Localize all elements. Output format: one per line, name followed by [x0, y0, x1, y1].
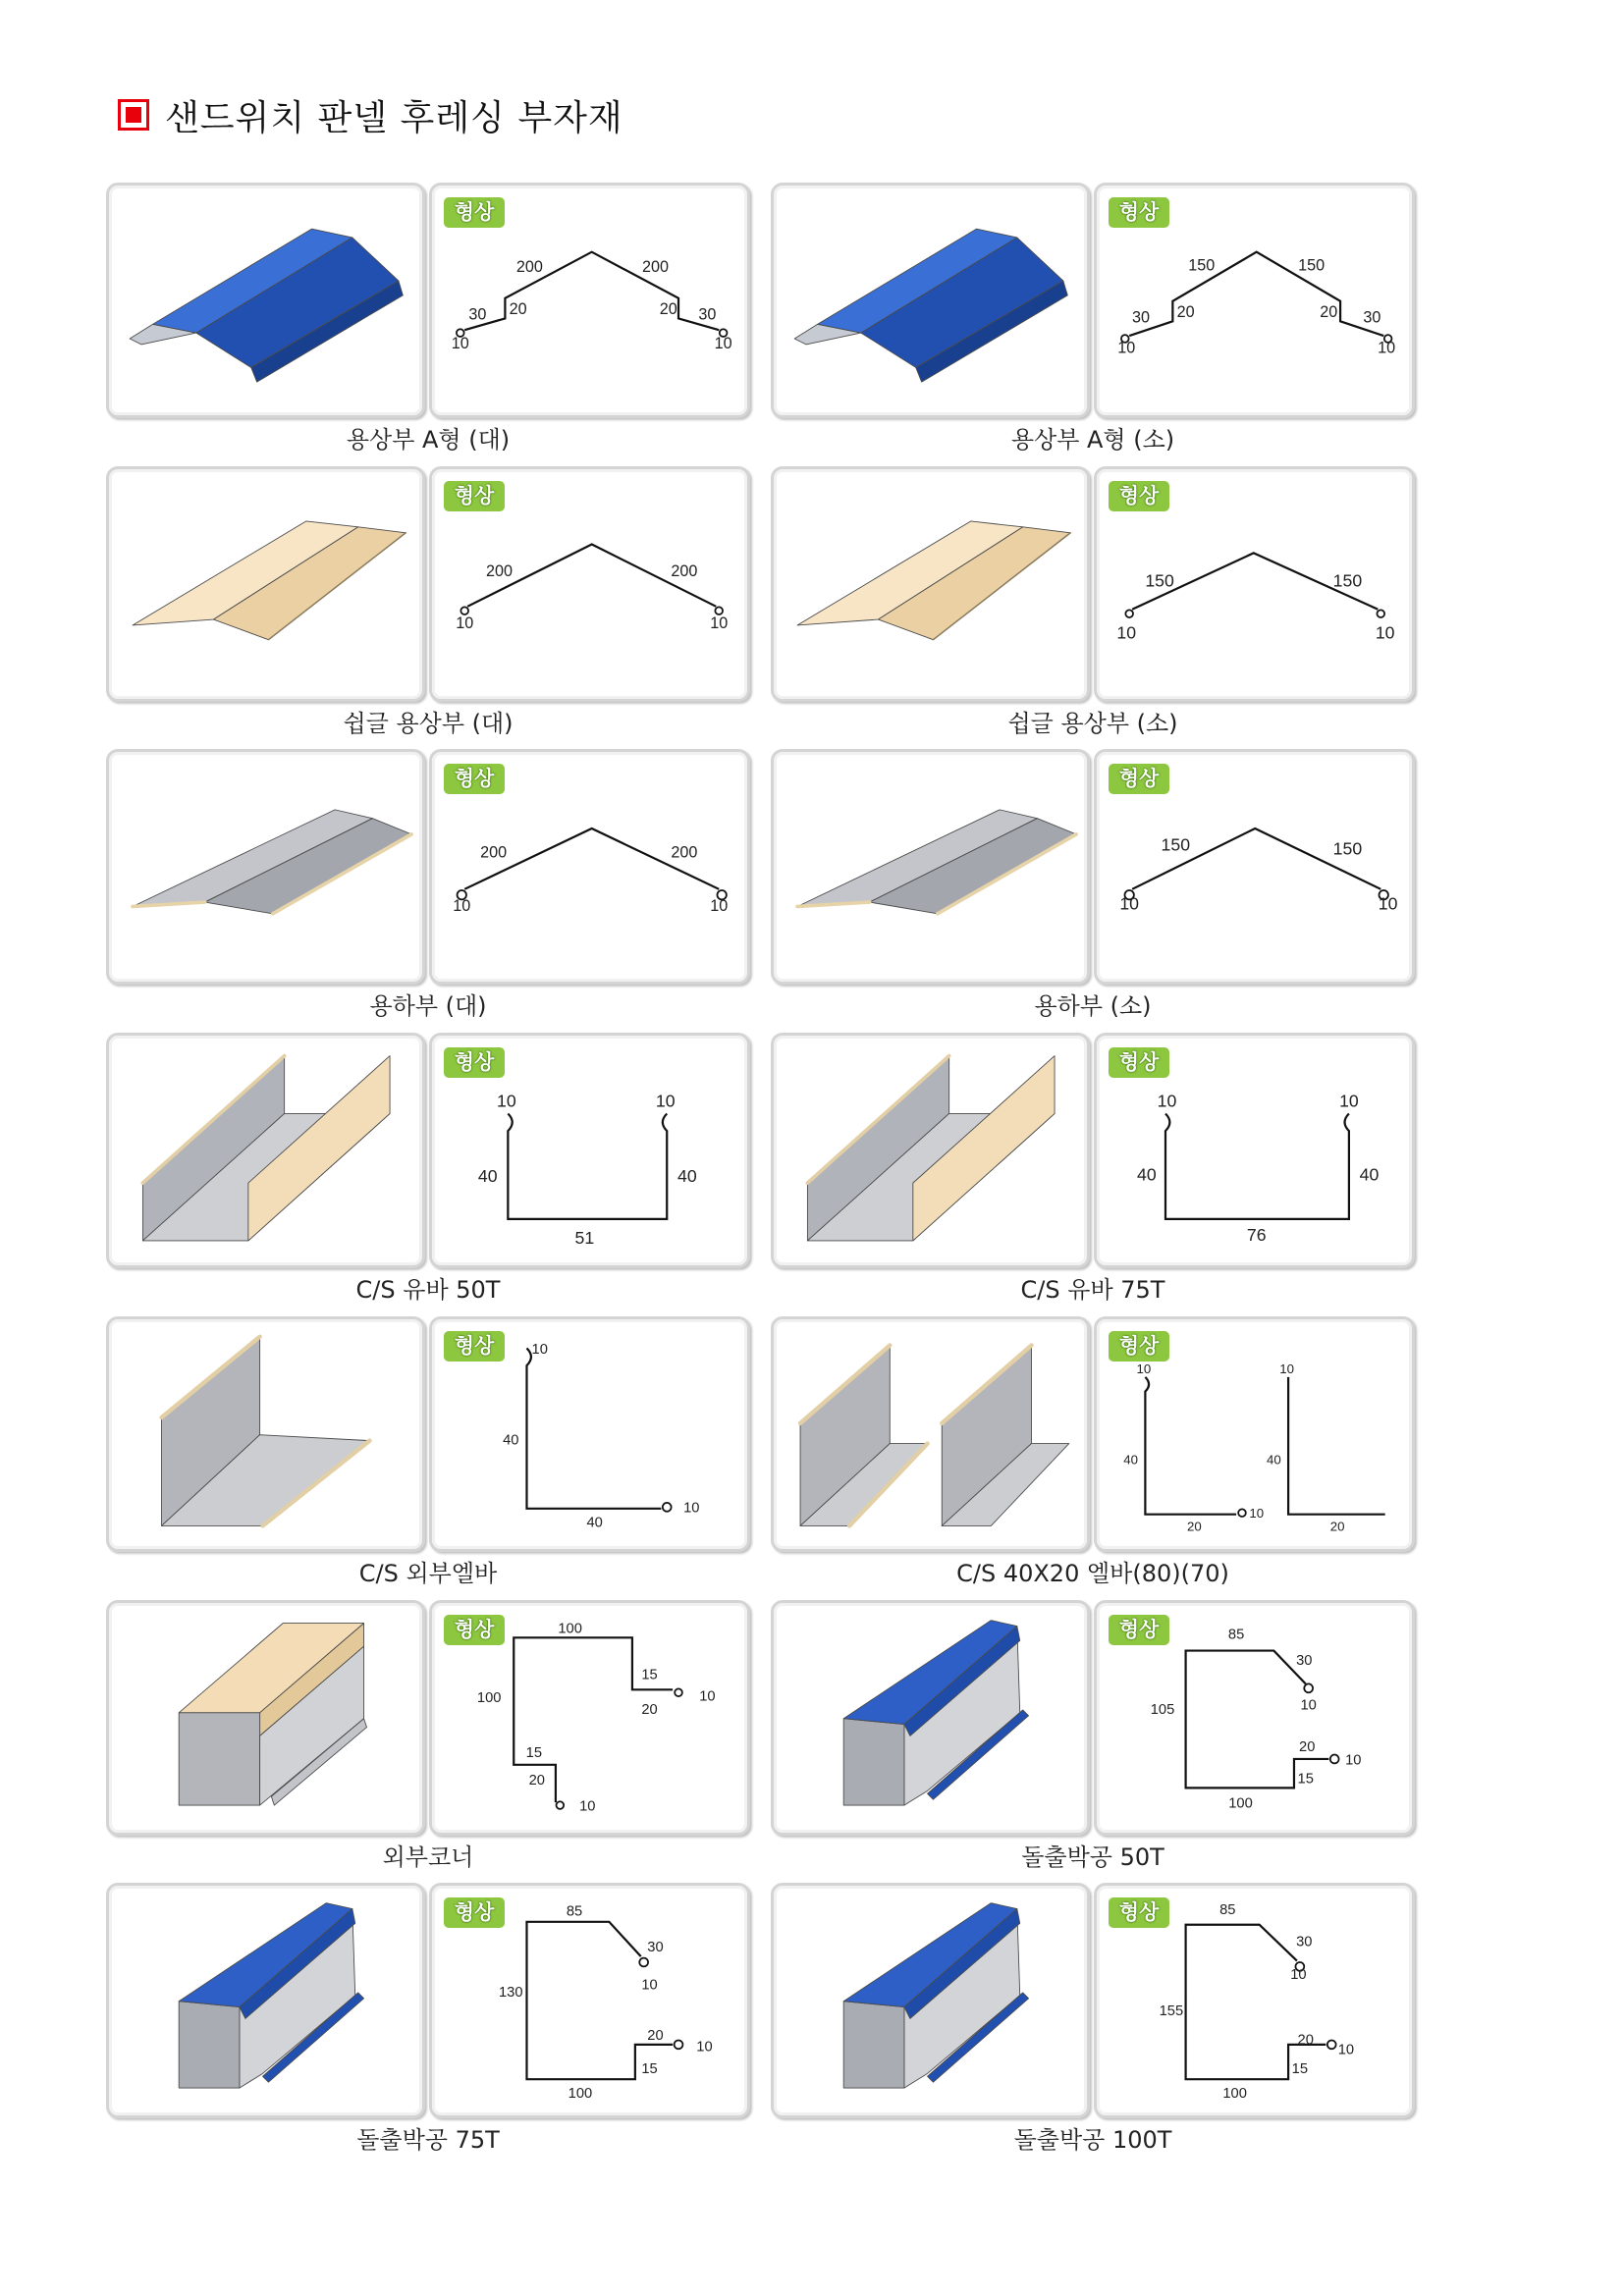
product-caption: C/S 외부엘바: [358, 1560, 498, 1587]
dimension-label: 150: [1188, 256, 1216, 275]
product-illustration: [774, 186, 1087, 415]
dimension-label: 10: [1375, 622, 1395, 643]
hem-mark: [675, 1688, 682, 1696]
dimension-label: 100: [558, 1621, 582, 1637]
product-item: [106, 749, 750, 1026]
dimension-label: 20: [1187, 1519, 1202, 1534]
product-item: [771, 1600, 1415, 1877]
profile-panel: [1094, 1316, 1415, 1552]
profile-panel: [1094, 183, 1415, 418]
dimension-label: 30: [468, 305, 487, 324]
dimension-label: 150: [1332, 838, 1363, 859]
profile-line: [1186, 1651, 1329, 1789]
profile-panel: [429, 749, 750, 985]
panel-face: [179, 2002, 240, 2088]
profile-badge: 형상: [1109, 1897, 1169, 1928]
product-caption: 용하부 (대): [369, 992, 487, 1020]
dimension-label: 10: [710, 896, 729, 915]
dimension-label: 10: [1119, 893, 1140, 914]
dimension-label: 10: [1337, 2042, 1355, 2058]
dimension-label: 105: [1150, 1701, 1175, 1718]
dimension-label: 10: [714, 335, 732, 353]
profile-panel: [1094, 749, 1415, 985]
product-illustration-panel: [106, 1033, 425, 1268]
profile-panel: [429, 1033, 750, 1268]
product-item: [106, 183, 750, 459]
dimension-label: 30: [1296, 1652, 1313, 1669]
dimension-label: 20: [1299, 1739, 1316, 1756]
title-marker-icon: [118, 99, 149, 131]
dimension-label: 15: [1291, 2060, 1309, 2077]
dimension-label: 10: [710, 614, 729, 632]
title-marker-fill: [126, 107, 141, 123]
profile-badge: 형상: [444, 764, 505, 794]
dimension-label: 10: [1279, 1362, 1294, 1377]
product-item: [771, 1316, 1415, 1593]
dimension-label: 30: [1131, 308, 1150, 327]
dimension-label: 10: [1345, 1752, 1362, 1769]
product-illustration: [109, 1036, 422, 1265]
product-illustration-panel: [106, 1600, 425, 1836]
dimension-label: 30: [698, 305, 717, 324]
product-illustration: [774, 1603, 1087, 1833]
product-illustration-panel: [771, 1883, 1090, 2118]
dimension-label: 20: [509, 299, 527, 318]
dimension-label: 100: [476, 1690, 502, 1707]
dimension-label: 10: [1339, 1091, 1359, 1111]
dimension-label: 40: [503, 1432, 519, 1449]
dimension-label: 76: [1246, 1225, 1267, 1246]
profile-badge: 형상: [444, 481, 505, 511]
product-illustration: [109, 1603, 422, 1833]
dimension-label: 40: [1359, 1164, 1380, 1185]
profile-panel: [1094, 466, 1415, 702]
product-caption: C/S 유바 75T: [1020, 1276, 1165, 1304]
dimension-label: 200: [486, 561, 514, 580]
dimension-label: 20: [1176, 302, 1195, 321]
product-item: [106, 1883, 750, 2160]
product-illustration: [109, 1886, 422, 2115]
hem-mark: [675, 2040, 683, 2049]
dimension-label: 10: [1117, 339, 1136, 357]
product-caption: C/S 40X20 엘바(80)(70): [956, 1560, 1229, 1587]
dimension-label: 10: [1136, 1362, 1152, 1377]
dimension-label: 20: [1329, 1519, 1345, 1534]
profile-badge: 형상: [444, 1047, 505, 1078]
product-item: [771, 466, 1415, 743]
product-illustration-panel: [106, 183, 425, 418]
dimension-label: 15: [1297, 1771, 1314, 1788]
dimension-label: 15: [525, 1744, 543, 1761]
profile-line: [508, 1113, 667, 1218]
product-caption: 용하부 (소): [1034, 992, 1152, 1020]
hem-mark: [557, 1801, 565, 1809]
product-caption: 용상부 A형 (소): [1010, 426, 1175, 454]
profile-badge: 형상: [444, 1331, 505, 1362]
dimension-label: 40: [1123, 1452, 1139, 1468]
product-caption: 용상부 A형 (대): [346, 426, 511, 454]
dimension-label: 85: [1227, 1627, 1245, 1643]
product-illustration: [774, 469, 1087, 699]
dimension-label: 20: [647, 2027, 664, 2044]
profile-panel: [1094, 1033, 1415, 1268]
product-illustration-panel: [106, 1883, 425, 2118]
dimension-label: 10: [1378, 339, 1396, 357]
dimension-label: 10: [641, 1977, 658, 1994]
dimension-label: 150: [1332, 570, 1363, 591]
dimension-label: 200: [515, 258, 543, 277]
product-illustration: [774, 1319, 1087, 1549]
dimension-label: 40: [1267, 1452, 1281, 1468]
product-item: [106, 1316, 750, 1593]
product-item: [771, 749, 1415, 1026]
product-caption: 쉽글 용상부 (소): [1007, 710, 1178, 737]
dimension-label: 10: [1116, 622, 1137, 643]
profile-line: [526, 1348, 661, 1508]
hem-mark: [663, 1503, 672, 1512]
profile-line: [1165, 1113, 1349, 1218]
dimension-label: 10: [1300, 1697, 1317, 1714]
dimension-label: 150: [1298, 256, 1326, 275]
dimension-label: 20: [1320, 302, 1338, 321]
dimension-label: 51: [574, 1228, 595, 1249]
dimension-label: 40: [1137, 1164, 1157, 1185]
hem-mark: [1304, 1683, 1313, 1692]
dimension-label: 30: [647, 1940, 664, 1956]
product-item: [106, 466, 750, 743]
dimension-label: 30: [1363, 308, 1381, 327]
dimension-label: 10: [531, 1341, 548, 1358]
hem-mark: [639, 1958, 648, 1967]
product-illustration: [109, 752, 422, 982]
hem-mark: [1125, 610, 1133, 617]
profile-line: [464, 252, 719, 330]
profile-panel: [1094, 1600, 1415, 1836]
profile-panel: [429, 1883, 750, 2118]
dimension-label: 150: [1161, 834, 1191, 855]
dimension-label: 150: [1145, 570, 1174, 591]
dimension-label: 10: [497, 1091, 516, 1111]
dimension-label: 10: [655, 1091, 676, 1111]
profile-line: [1145, 1377, 1384, 1515]
panel-face: [843, 1719, 904, 1805]
product-illustration-panel: [771, 183, 1090, 418]
dimension-label: 10: [699, 1688, 716, 1705]
dimension-label: 40: [677, 1165, 697, 1186]
hem-mark: [1377, 610, 1384, 617]
dimension-label: 20: [1297, 2032, 1314, 2049]
dimension-label: 10: [579, 1798, 596, 1815]
product-caption: C/S 유바 50T: [355, 1276, 501, 1304]
hem-mark: [1330, 1755, 1339, 1764]
profile-badge: 형상: [1109, 764, 1169, 794]
profile-panel: [429, 466, 750, 702]
dimension-label: 30: [1296, 1934, 1313, 1950]
product-illustration-panel: [106, 466, 425, 702]
product-caption: 돌출박공 100T: [1013, 2126, 1172, 2154]
product-caption: 돌출박공 75T: [356, 2126, 500, 2154]
profile-panel: [1094, 1883, 1415, 2118]
product-item: [106, 1033, 750, 1309]
profile-badge: 형상: [1109, 481, 1169, 511]
dimension-label: 100: [568, 2085, 593, 2102]
dimension-label: 200: [641, 258, 669, 277]
profile-badge: 형상: [1109, 1615, 1169, 1645]
page-title: 샌드위치 판넬 후레싱 부자재: [165, 98, 623, 138]
product-illustration: [109, 469, 422, 699]
product-item: [106, 1600, 750, 1877]
panel-face: [179, 1713, 259, 1805]
profile-panel: [429, 1316, 750, 1552]
product-item: [771, 1883, 1415, 2160]
product-illustration: [774, 752, 1087, 982]
profile-badge: 형상: [1109, 1331, 1169, 1362]
product-caption: 쉽글 용상부 (대): [343, 710, 514, 737]
dimension-label: 85: [1219, 1901, 1236, 1918]
dimension-label: 200: [480, 843, 508, 862]
dimension-label: 10: [1290, 1967, 1307, 1984]
profile-badge: 형상: [1109, 197, 1169, 228]
hem-mark: [1327, 2040, 1336, 2049]
dimension-label: 130: [499, 1984, 523, 2001]
dimension-label: 85: [566, 1903, 583, 1920]
product-illustration: [774, 1886, 1087, 2115]
dimension-label: 10: [453, 896, 471, 915]
product-illustration-panel: [771, 1033, 1090, 1268]
dimension-label: 40: [586, 1515, 603, 1531]
product-illustration-panel: [106, 749, 425, 985]
product-illustration-panel: [771, 1316, 1090, 1552]
panel-face: [843, 2002, 904, 2088]
dimension-label: 10: [683, 1500, 700, 1517]
product-caption: 외부코너: [382, 1843, 474, 1871]
profile-badge: 형상: [444, 197, 505, 228]
profile-panel: [429, 1600, 750, 1836]
product-illustration: [109, 1319, 422, 1549]
dimension-label: 10: [1249, 1506, 1265, 1522]
product-illustration-panel: [771, 1600, 1090, 1836]
dimension-label: 20: [641, 1701, 658, 1718]
profile-badge: 형상: [1109, 1047, 1169, 1078]
dimension-label: 155: [1159, 2002, 1184, 2019]
dimension-label: 10: [1378, 893, 1398, 914]
dimension-label: 200: [671, 843, 698, 862]
dimension-label: 10: [451, 335, 469, 353]
profile-panel: [429, 183, 750, 418]
dimension-label: 10: [1157, 1091, 1177, 1111]
dimension-label: 200: [671, 561, 698, 580]
dimension-label: 15: [641, 2060, 658, 2077]
hem-mark: [1238, 1509, 1246, 1517]
dimension-label: 40: [477, 1165, 498, 1186]
dimension-label: 15: [641, 1667, 658, 1683]
profile-line: [1129, 252, 1383, 336]
dimension-label: 10: [696, 2039, 713, 2056]
product-illustration-panel: [771, 749, 1090, 985]
product-item: [771, 183, 1415, 459]
product-caption: 돌출박공 50T: [1021, 1843, 1164, 1871]
dimension-label: 20: [528, 1772, 545, 1789]
product-illustration-panel: [106, 1316, 425, 1552]
dimension-label: 100: [1222, 2085, 1247, 2102]
profile-badge: 형상: [444, 1897, 505, 1928]
product-illustration: [109, 186, 422, 415]
product-illustration-panel: [771, 466, 1090, 702]
product-illustration: [774, 1036, 1087, 1265]
dimension-label: 10: [456, 614, 474, 632]
profile-badge: 형상: [444, 1615, 505, 1645]
dimension-label: 20: [659, 299, 677, 318]
dimension-label: 100: [1228, 1795, 1253, 1812]
product-item: [771, 1033, 1415, 1309]
